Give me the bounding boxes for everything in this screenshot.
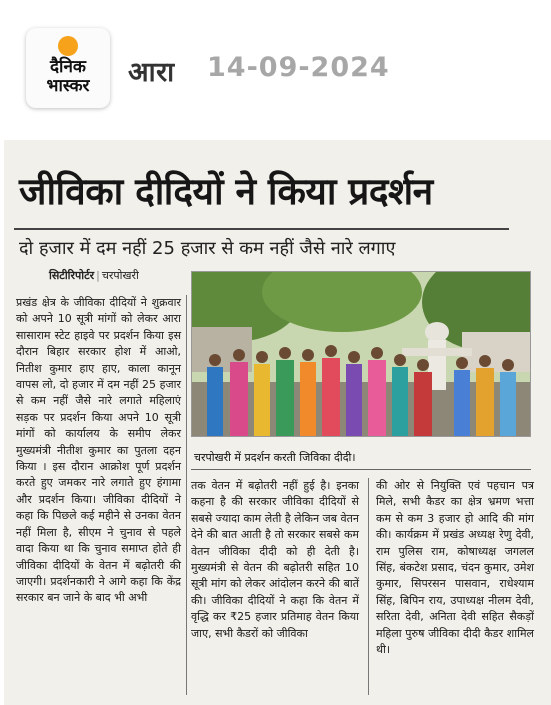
dainik-bhaskar-logo[interactable] [26,28,110,108]
byline [49,268,139,283]
article-column-3 [376,478,534,658]
column-divider [186,295,187,695]
protest-photo[interactable] [191,271,531,437]
city-name: आरा [128,57,175,88]
edition-date: 14-09-2024 [207,52,390,83]
column-2-text: तक वेतन में बढ़ोतरी नहीं हुई है। इनका कहना है की सरकार जीविका दीदियों से सबसे ज्यादा काम लेती है लेकिन जब वेतन देने की बात आती है तो सरकार सबसे कम वेतन जीविका दीदी को ही देती है। मुख्यमंत्री से वेतन की बढ़ोतरी सहित 10 सूत्री मांग को लेकर आंदोलन करने की बातें की। जीविका दीदियों ने कहा कि वेतन में वृद्धि कर ₹25 हजार प्रतिमाह वेतन किया जाए, सभी कैडरों को जीविका [191,479,359,640]
headline-rule [14,228,509,230]
article-headline: जीविका दीदियों ने किया प्रदर्शन [19,170,433,213]
caption-rule [191,469,531,470]
column-divider [368,478,369,695]
byline-place: चरपोखरी [101,269,139,282]
protest-photo-illustration [192,272,531,437]
logo-text: दैनिक भास्कर [46,57,90,96]
page-header [0,0,551,120]
article-column-2 [191,478,359,642]
photo-caption: चरपोखरी में प्रदर्शन करती जिविका दीदी। [194,451,356,464]
article-subheadline: दो हजार में दम नहीं 25 हजार से कम नहीं जैसे नारे लगाए [19,238,396,259]
article-column-1 [16,295,181,607]
sun-icon [58,36,78,56]
byline-separator: | [96,269,100,282]
column-1-text: प्रखंड क्षेत्र के जीविका दीदियों ने शुक्रवार को अपने 10 सूत्री मांगों को लेकर आरा सासाराम स्टेट हाइवे पर प्रदर्शन किया इस दौरान बिहार सरकार होश में आओ, नितीश कुमार हाए हाए, काला कानून वापस लो, दो हजार में दम नहीं 25 हजार से कम नहीं जैसे नारे लगाते महिलाएं सड़क पर प्रदर्शन किया अपने 10 सूत्री मांगों को कार्यालय के समीप लेकर मुख्यमंत्री नीतीश कुमार का पुतला दहन किया । इस दौरान आक्रोश पूर्ण प्रदर्शन करते हुए जमकर नारे लगाते हुए हंगामा और प्रदर्शन किया। जीविका दीदियों ने कहा कि पिछले कई महीने से उनका वेतन नहीं मिला है, सीएम ने चुनाव से पहले वादा किया था कि चुनाव समाप्त होते ही जीविका दीदियों के वेतन में बढ़ोतरी की जाएगी। प्रदर्शनकारी ने आगे कहा कि केंद्र सरकार बन जाने के बाद भी अभी [16,296,181,605]
byline-reporter: सिटीरिपोर्टर [49,269,95,282]
column-3-text: की ओर से नियुक्ति एवं पहचान पत्र मिले, सभी कैडर का क्षेत्र भ्रमण भत्ता कम से कम 3 हजार हो आदि की मांग की। कार्यक्रम में प्रखंड अध्यक्ष रेणु देवी, राम पुलिस राम, कोषाध्यक्ष जगलल सिंह, बंकटेश प्रसाद, चंदन कुमार, उमेश कुमार, सिपरसन पासवान, राधेश्याम सिंह, बिपिन राय, उपाध्यक्ष नीलम देवी, सरिता देवी, अनिता देवी सहित सैकड़ों महिला पुरुष जीविका दीदी कैडर शामिल थी। [376,479,534,657]
newspaper-clipping [4,140,551,705]
